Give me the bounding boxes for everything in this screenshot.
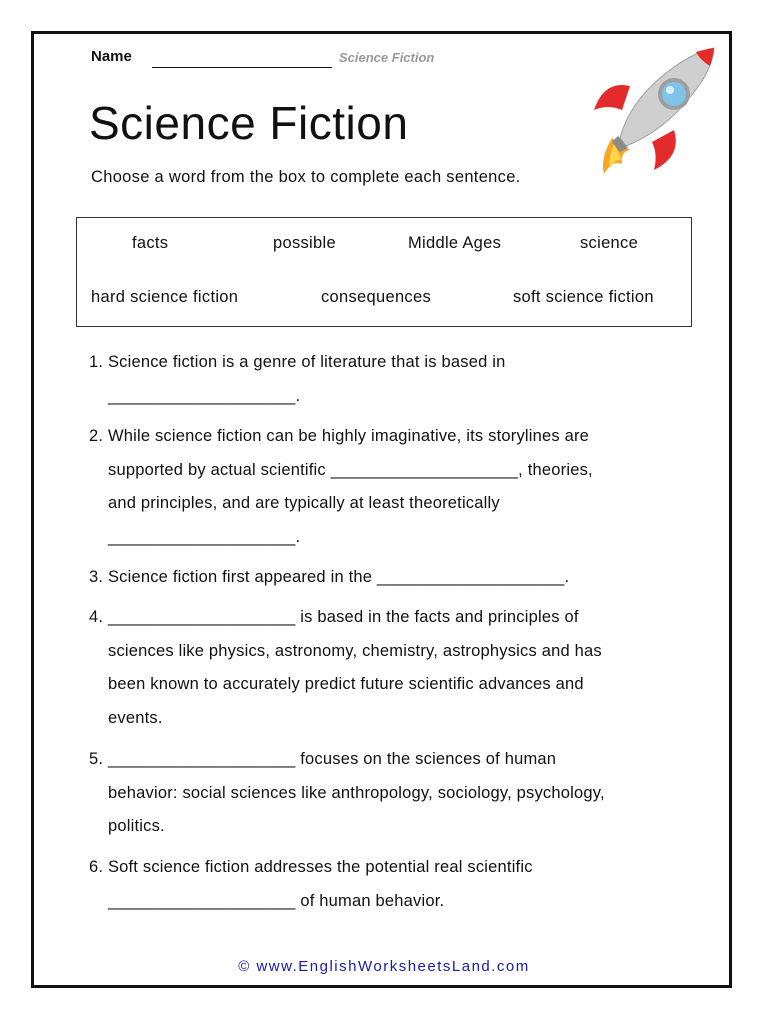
name-label: Name	[91, 48, 132, 65]
question-line: sciences like physics, astronomy, chemistry, astrophysics and has	[108, 641, 602, 660]
question-line: ____________________ of human behavior.	[108, 891, 445, 910]
question-4	[89, 601, 602, 735]
question-1	[89, 346, 505, 413]
question-5	[89, 743, 605, 844]
question-line: been known to accurately predict future scientific advances and	[108, 675, 584, 693]
question-3	[89, 561, 569, 595]
word-bank-item: hard science fiction	[91, 288, 239, 306]
word-bank-item: possible	[273, 234, 336, 252]
rocket-icon	[590, 40, 722, 178]
footer-copyright-link[interactable]: © www.EnglishWorksheetsLand.com	[238, 958, 530, 975]
question-line: 4. ____________________ is based in the facts and principles of	[89, 608, 579, 626]
name-field-line[interactable]	[152, 67, 332, 68]
word-bank-item: Middle Ages	[408, 234, 502, 252]
answer-blank-line[interactable]: ____________________.	[108, 527, 301, 546]
question-line: 2. While science fiction can be highly imaginative, its storylines are	[89, 427, 590, 445]
question-line: politics.	[108, 817, 165, 835]
word-bank-item: consequences	[321, 288, 432, 306]
question-line: 5. ____________________ focuses on the sciences of human	[89, 750, 557, 768]
question-6	[89, 851, 533, 918]
question-line: behavior: social sciences like anthropology, sociology, psychology,	[108, 783, 605, 802]
instructions: Choose a word from the box to complete each sentence.	[91, 168, 521, 186]
word-bank-item: facts	[132, 234, 169, 252]
worksheet-tag: Science Fiction	[339, 50, 435, 65]
question-2	[89, 420, 593, 554]
answer-blank-line[interactable]: ____________________.	[108, 386, 301, 405]
question-line: 3. Science fiction first appeared in the ____________________.	[89, 568, 570, 586]
question-line: events.	[108, 708, 163, 727]
question-line: 6. Soft science fiction addresses the potential real scientific	[89, 858, 533, 876]
word-bank-box	[76, 217, 692, 327]
page-title: Science Fiction	[89, 97, 409, 149]
word-bank-item: science	[580, 234, 639, 252]
word-bank-item: soft science fiction	[513, 288, 654, 306]
question-line: 1. Science fiction is a genre of literature that is based in	[89, 353, 506, 371]
question-line: and principles, and are typically at least theoretically	[108, 494, 500, 512]
question-line: supported by actual scientific ____________________, theories,	[108, 460, 593, 479]
